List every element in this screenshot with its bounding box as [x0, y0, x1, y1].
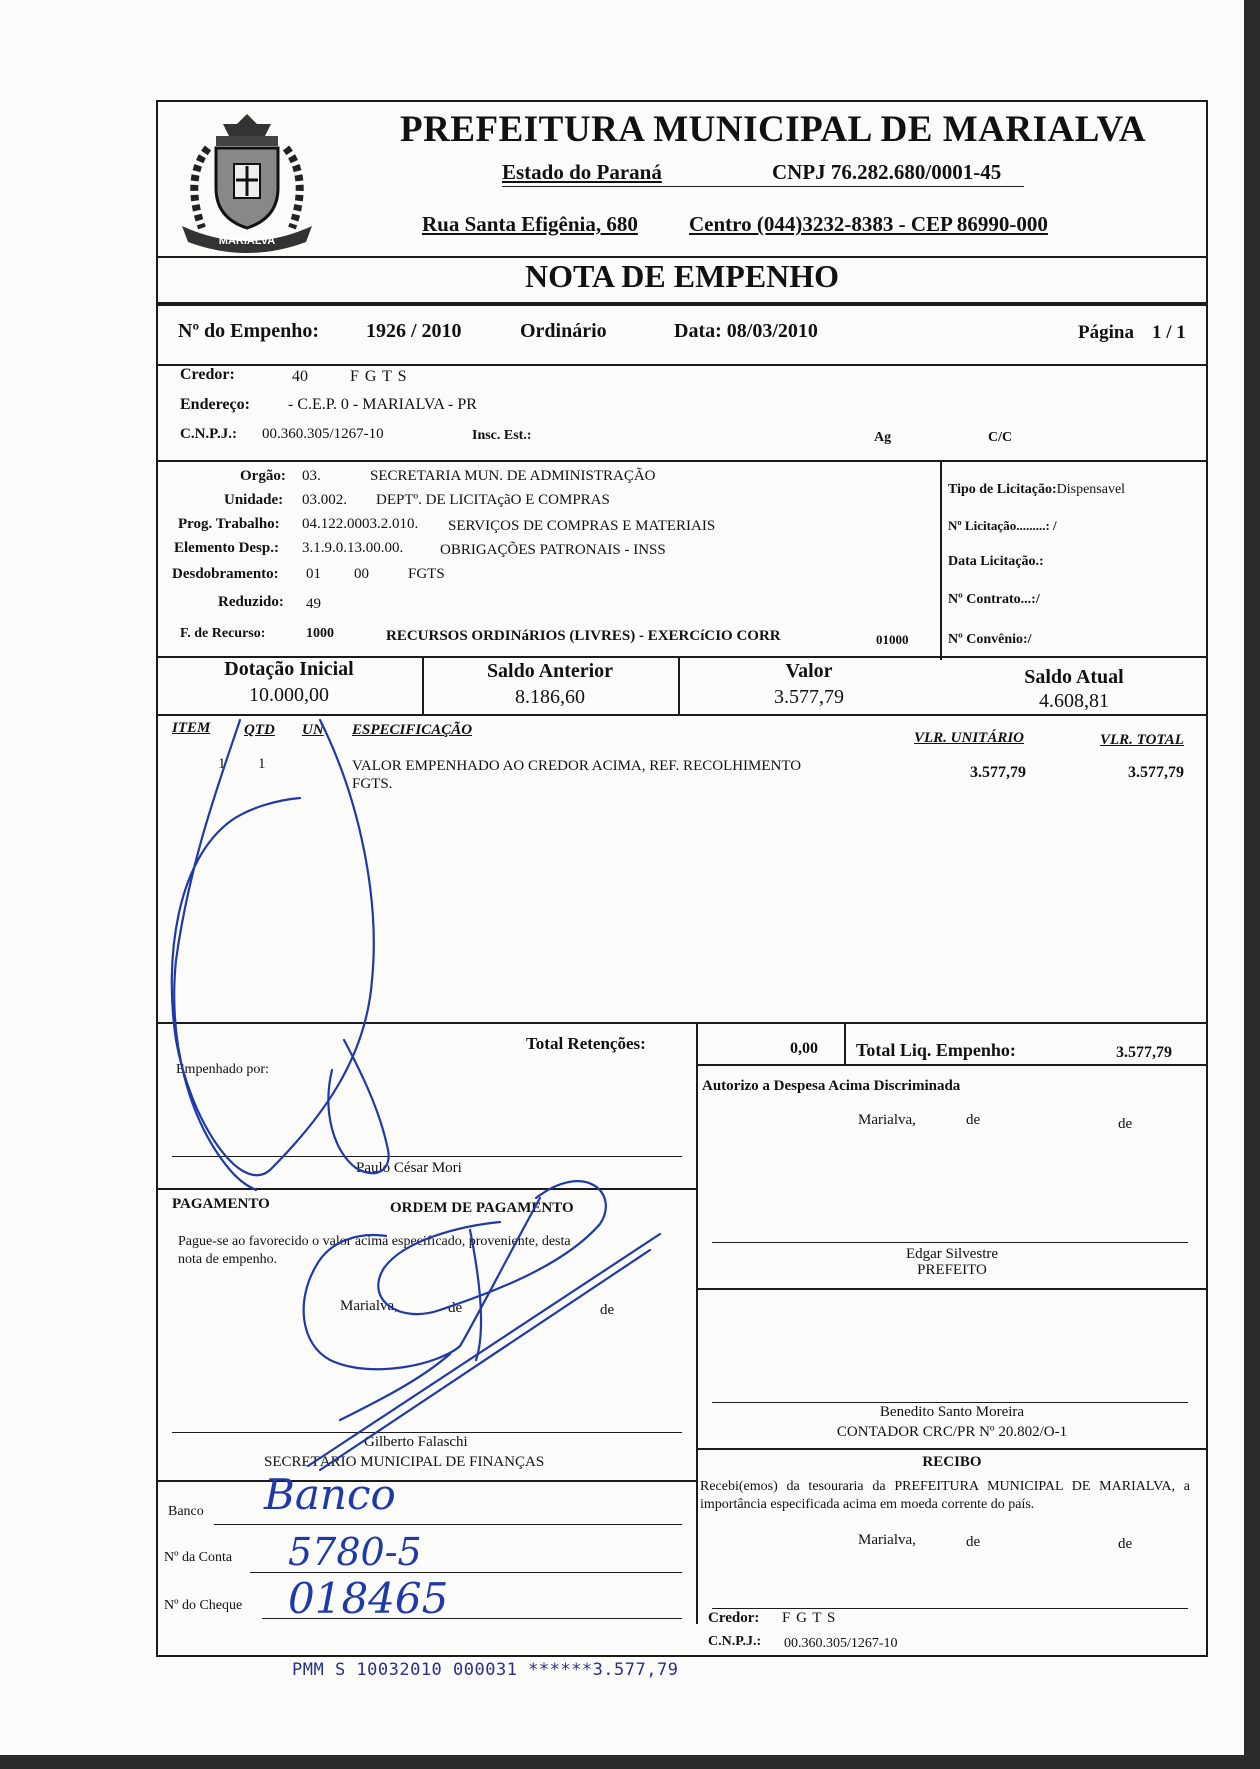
recibo-de-2: de — [1118, 1536, 1133, 1552]
retencoes-label: Total Retenções: — [526, 1034, 646, 1053]
unidade-code: 03.002. — [302, 492, 347, 508]
contrato: Nº Contrato...:/ — [948, 592, 1040, 607]
state-label: Estado do Paraná — [502, 160, 662, 184]
saldo-anterior-label: Saldo Anterior — [486, 660, 614, 682]
pagamento-place: Marialva, — [340, 1298, 398, 1314]
licitacao-number: Nº Licitação.........: / — [948, 518, 1057, 533]
orgao-code: 03. — [302, 468, 321, 484]
conta-handwritten: 5780-5 — [288, 1530, 422, 1574]
empenho-number: 1926 / 2010 — [366, 320, 462, 342]
signature-title-secretario: SECRETÁRIO MUNICIPAL DE FINANÇAS — [264, 1454, 545, 1470]
header-vlr-unitario: VLR. UNITÁRIO — [914, 730, 1025, 746]
valor-value: 3.577,79 — [774, 686, 844, 708]
autorizo-de-1: de — [966, 1112, 981, 1128]
banco-label: Banco — [168, 1504, 204, 1519]
licitacao-date: Data Licitação.: — [948, 554, 1044, 569]
address-field-label: Endereço: — [180, 396, 250, 413]
orgao-label: Orgão: — [240, 468, 286, 484]
header-qtd: QTD — [244, 722, 275, 738]
prog-label: Prog. Trabalho: — [178, 516, 280, 532]
autorizo-label: Autorizo a Despesa Acima Discriminada — [702, 1078, 961, 1094]
pague-text-line1: Pague-se ao favorecido o valor acima especificado, proveniente, desta — [178, 1234, 571, 1249]
credor-cnpj: 00.360.305/1267-10 — [262, 426, 384, 442]
pague-text-line2: nota de empenho. — [178, 1252, 278, 1267]
insc-label: Insc. Est.: — [472, 428, 532, 443]
elemento-label: Elemento Desp.: — [174, 540, 279, 556]
recurso-name: RECURSOS ORDINáRIOS (LIVRES) - EXERCíCIO CORR — [386, 628, 781, 644]
row-qtd: 1 — [258, 756, 266, 772]
row-vlr-total: 3.577,79 — [1128, 764, 1184, 781]
autorizo-de-2: de — [1118, 1116, 1133, 1132]
signature-name-paulo: Paulo César Mori — [356, 1160, 462, 1176]
saldo-anterior-value: 8.186,60 — [515, 686, 585, 708]
recurso-extra: 01000 — [876, 632, 909, 647]
recibo-text: Recebi(emos) da tesouraria da PREFEITURA MUNICIPAL DE MARIALVA, a importância especificada acima em moeda corrente do país. — [700, 1479, 1190, 1512]
desdobramento-label: Desdobramento: — [172, 566, 279, 582]
empenhado-label: Empenhado por: — [176, 1062, 269, 1077]
row-vlr-unitario: 3.577,79 — [970, 764, 1026, 781]
elemento-code: 3.1.9.0.13.00.00. — [302, 540, 404, 556]
liquido-label: Total Liq. Empenho: — [856, 1040, 1016, 1060]
payment-stamp: PMM S 10032010 000031 ******3.577,79 — [292, 1660, 679, 1680]
address-label: Rua Santa Efigênia, 680 — [422, 212, 638, 236]
prefeitura-title: PREFEITURA MUNICIPAL DE MARIALVA — [400, 109, 1147, 150]
cnpj-label: CNPJ 76.282.680/0001-45 — [772, 160, 1002, 184]
recibo-de-1: de — [966, 1534, 981, 1550]
header-especificacao: ESPECIFICAÇÃO — [352, 722, 473, 738]
row-spec-line2: FGTS. — [352, 776, 393, 792]
cheque-label: Nº do Cheque — [164, 1598, 243, 1613]
desdobramento-b: 00 — [354, 566, 369, 582]
header-un: UN — [302, 722, 324, 738]
page-label: Página — [1078, 322, 1134, 343]
cc-label: C/C — [988, 430, 1013, 445]
empenho-label: Nº do Empenho: — [178, 320, 320, 342]
recibo-cnpj-label: C.N.P.J.: — [708, 1634, 762, 1649]
svg-text:MARIALVA: MARIALVA — [218, 235, 276, 247]
recibo-label: RECIBO — [922, 1454, 982, 1470]
contador-title: CONTADOR CRC/PR Nº 20.802/O-1 — [836, 1424, 1068, 1440]
prog-name: SERVIÇOS DE COMPRAS E MATERIAIS — [448, 518, 716, 534]
valor-label: Valor — [785, 660, 833, 682]
recibo-cnpj: 00.360.305/1267-10 — [784, 1636, 898, 1651]
pagamento-de-2: de — [600, 1302, 615, 1318]
header-item: ITEM — [172, 720, 211, 736]
saldo-atual-label: Saldo Atual — [1024, 666, 1124, 688]
reduzido-code: 49 — [306, 596, 321, 612]
empenho-type: Ordinário — [520, 320, 607, 342]
prog-code: 04.122.0003.2.010. — [302, 516, 419, 532]
credor-name: F G T S — [350, 368, 408, 385]
unidade-label: Unidade: — [224, 492, 284, 508]
credor-address: - C.E.P. 0 - MARIALVA - PR — [288, 396, 477, 413]
empenho-date: Data: 08/03/2010 — [674, 320, 818, 342]
row-spec-line1: VALOR EMPENHADO AO CREDOR ACIMA, REF. RECOLHIMENTO — [352, 758, 802, 774]
doc-title: NOTA DE EMPENHO — [524, 258, 840, 294]
header-vlr-total: VLR. TOTAL — [1100, 732, 1184, 748]
conta-label: Nº da Conta — [164, 1550, 233, 1565]
prefeito-title: PREFEITO — [917, 1262, 987, 1278]
recurso-code: 1000 — [306, 626, 334, 641]
credor-label: Credor: — [180, 366, 235, 383]
desdobramento-a: 01 — [306, 566, 321, 582]
row-item: 1 — [218, 756, 226, 772]
retencoes-value: 0,00 — [790, 1040, 818, 1057]
recibo-credor-label: Credor: — [708, 1610, 760, 1626]
convenio: Nº Convênio:/ — [948, 632, 1032, 647]
dotacao-label: Dotação Inicial — [224, 658, 354, 680]
contador-name: Benedito Santo Moreira — [879, 1404, 1025, 1420]
elemento-name: OBRIGAÇÕES PATRONAIS - INSS — [440, 542, 666, 558]
pagamento-de-1: de — [448, 1300, 463, 1316]
pagamento-label: PAGAMENTO — [172, 1196, 270, 1212]
contact-label: Centro (044)3232-8383 - CEP 86990-000 — [689, 212, 1048, 236]
credor-code: 40 — [292, 368, 308, 385]
unidade-name: DEPTº. DE LICITAçãO E COMPRAS — [376, 492, 610, 508]
reduzido-label: Reduzido: — [218, 594, 284, 610]
cnpj-field-label: C.N.P.J.: — [180, 426, 237, 442]
liquido-value: 3.577,79 — [1116, 1044, 1172, 1061]
autorizo-place: Marialva, — [858, 1112, 916, 1128]
recibo-place: Marialva, — [858, 1532, 916, 1548]
tipo-licitacao: Tipo de Licitação:Dispensavel — [948, 482, 1126, 497]
page-number: 1 / 1 — [1152, 322, 1186, 343]
ag-label: Ag — [874, 430, 892, 445]
signature-name-gilberto: Gilberto Falaschi — [364, 1434, 468, 1450]
banco-handwritten: Banco — [264, 1470, 396, 1519]
desdobramento-name: FGTS — [408, 566, 445, 582]
recibo-credor: F G T S — [782, 1610, 837, 1626]
dotacao-value: 10.000,00 — [249, 684, 329, 706]
orgao-name: SECRETARIA MUN. DE ADMINISTRAÇÃO — [370, 468, 656, 484]
prefeito-name: Edgar Silvestre — [905, 1246, 999, 1262]
saldo-atual-value: 4.608,81 — [1039, 690, 1109, 712]
ordem-pagamento-label: ORDEM DE PAGAMENTO — [390, 1200, 574, 1216]
cheque-handwritten: 018465 — [288, 1574, 449, 1623]
recurso-label: F. de Recurso: — [180, 626, 266, 641]
